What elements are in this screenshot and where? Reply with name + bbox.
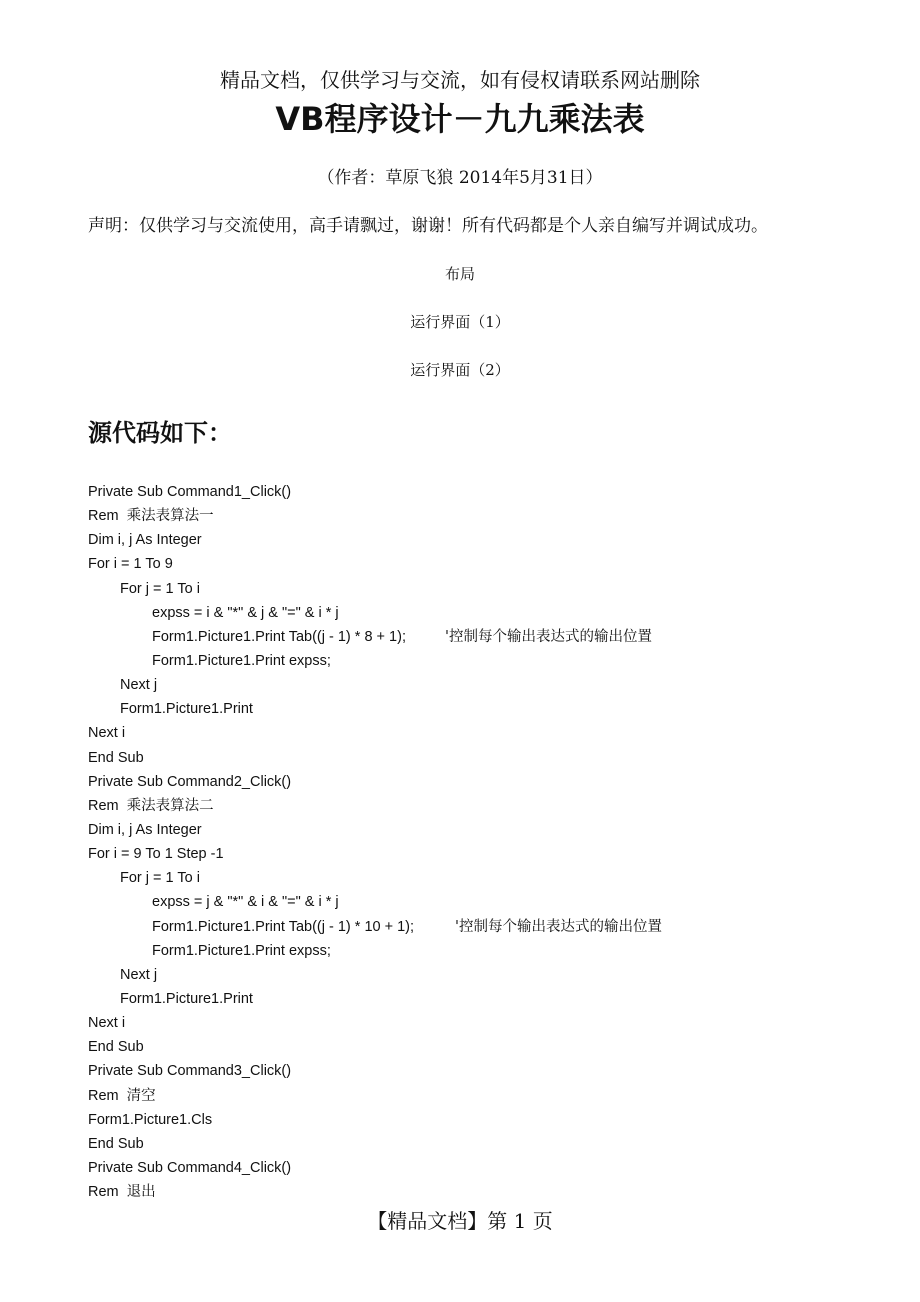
rem-keyword: Rem — [88, 797, 127, 814]
rem-keyword: Rem — [88, 508, 127, 525]
code-line: Form1.Picture1.Print — [120, 990, 253, 1007]
code-line: Private Sub Command3_Click() — [88, 1063, 292, 1080]
code-line: End Sub — [88, 1135, 144, 1152]
code-line: Next i — [88, 725, 126, 742]
code-line — [88, 1180, 888, 1204]
code-comment: '控制每个输出表达式的输出位置 — [455, 918, 662, 935]
rem-comment: 清空 — [126, 1087, 156, 1104]
code-line: For i = 9 To 1 Step -1 — [88, 846, 224, 863]
document-title: VB程序设计－九九乘法表 — [275, 100, 645, 138]
code-line — [88, 794, 888, 818]
caption-run-2: 运行界面（2） — [410, 361, 510, 379]
code-line: expss = j & "*" & i & "=" & i * j — [152, 894, 339, 911]
code-line: Private Sub Command4_Click() — [88, 1159, 292, 1176]
code-line — [88, 504, 888, 528]
code-line: Next j — [120, 677, 158, 694]
section-heading: 源代码如下： — [88, 419, 232, 447]
code-statement: Form1.Picture1.Print Tab((j - 1) * 10 + 1); — [152, 918, 415, 935]
code-line: Form1.Picture1.Print expss; — [152, 652, 331, 669]
rem-comment: 退出 — [126, 1184, 156, 1201]
code-line: End Sub — [88, 749, 144, 766]
code-line: Form1.Picture1.Print expss; — [152, 942, 331, 959]
code-line: Next i — [88, 1015, 126, 1032]
page-footer: 【精品文档】第 1 页 — [367, 1209, 553, 1233]
author-line: （作者：草原飞狼 2014年5月31日） — [317, 168, 603, 188]
rem-keyword: Rem — [88, 1184, 127, 1201]
code-line: Form1.Picture1.Cls — [88, 1111, 213, 1128]
code-line: Next j — [120, 966, 158, 983]
code-line: End Sub — [88, 1039, 144, 1056]
header-note: 精品文档，仅供学习与交流，如有侵权请联系网站删除 — [220, 68, 700, 92]
code-line: For j = 1 To i — [120, 870, 200, 887]
code-line: Form1.Picture1.Print — [120, 701, 253, 718]
rem-comment: 乘法表算法二 — [126, 797, 214, 814]
code-line — [88, 915, 888, 939]
code-line: For j = 1 To i — [120, 580, 200, 597]
code-line — [88, 1084, 888, 1108]
code-statement: Form1.Picture1.Print Tab((j - 1) * 8 + 1); — [152, 628, 406, 645]
caption-layout: 布局 — [444, 265, 475, 283]
code-line: Dim i, j As Integer — [88, 532, 202, 549]
code-line — [88, 625, 888, 649]
rem-comment: 乘法表算法一 — [126, 508, 214, 525]
code-line: Private Sub Command1_Click() — [88, 484, 292, 500]
rem-keyword: Rem — [88, 1087, 127, 1104]
code-line: Dim i, j As Integer — [88, 821, 202, 838]
statement: 声明：仅供学习与交流使用，高手请飘过，谢谢！所有代码都是个人亲自编写并调试成功。 — [88, 216, 768, 236]
code-block — [88, 480, 888, 1204]
code-line: Private Sub Command2_Click() — [88, 773, 292, 790]
caption-run-1: 运行界面（1） — [410, 313, 510, 331]
code-comment: '控制每个输出表达式的输出位置 — [445, 628, 652, 645]
code-line: For i = 1 To 9 — [88, 556, 173, 573]
code-line: expss = i & "*" & j & "=" & i * j — [152, 604, 339, 621]
